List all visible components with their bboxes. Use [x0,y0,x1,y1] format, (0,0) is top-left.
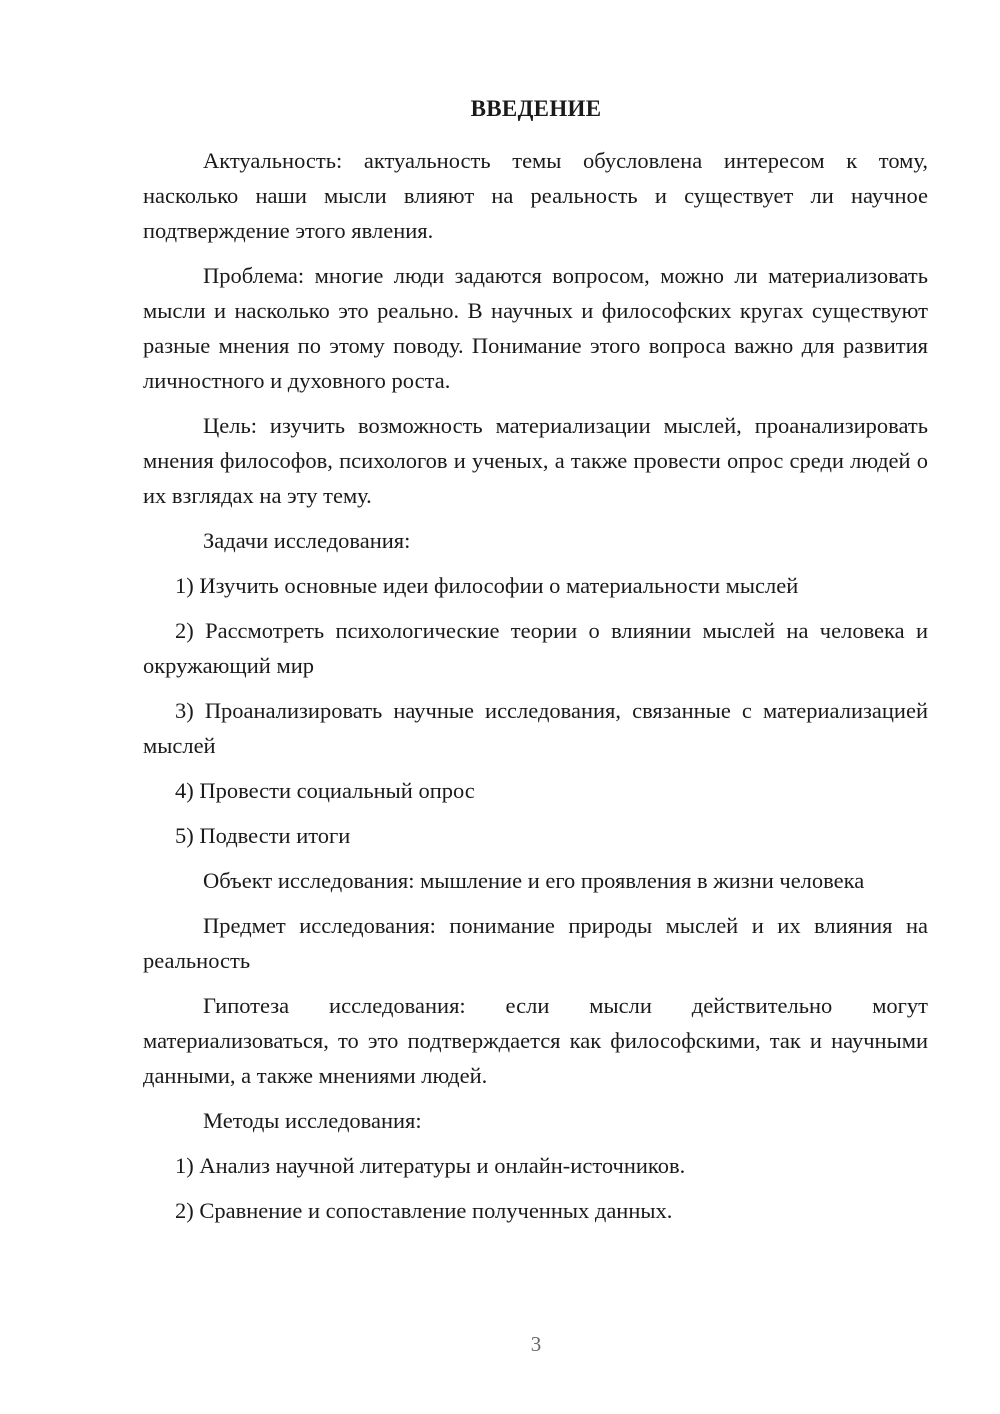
task-item-4: 4) Провести социальный опрос [175,778,475,803]
paragraph-subject: Предмет исследования: понимание природы мыслей и их влияния на реальность [143,913,928,973]
paragraph-relevance: Актуальность: актуальность темы обусловлена интересом к тому, насколько наши мысли влияют на реальность и существует ли научное подтверждение этого явления. [143,148,928,243]
method-item-1: 1) Анализ научной литературы и онлайн-источников. [175,1153,686,1178]
page-title: ВВЕДЕНИЕ [470,96,602,121]
methods-heading: Методы исследования: [203,1108,422,1133]
paragraph-object: Объект исследования: мышление и его проявления в жизни человека [203,868,865,893]
task-item-2: 2) Рассмотреть психологические теории о влиянии мыслей на человека и окружающий мир [143,618,928,678]
paragraph-problem: Проблема: многие люди задаются вопросом, можно ли материализовать мысли и насколько это реально. В научных и философских кругах существуют разные мнения по этому поводу. Понимание этого вопроса важно для развития личностного и духовного роста. [143,263,928,393]
task-item-1: 1) Изучить основные идеи философии о материальности мыслей [175,573,799,598]
page-number: 3 [530,1332,542,1356]
tasks-heading: Задачи исследования: [203,528,411,553]
page-body [143,143,928,1238]
task-item-3: 3) Проанализировать научные исследования, связанные с материализацией мыслей [143,698,928,758]
method-item-2: 2) Сравнение и сопоставление полученных данных. [175,1198,673,1223]
task-item-5: 5) Подвести итоги [175,823,351,848]
paragraph-hypothesis: Гипотеза исследования: если мысли действительно могут материализоваться, то это подтверждается как философскими, так и научными данными, а также мнениями людей. [143,993,928,1088]
paragraph-goal: Цель: изучить возможность материализации мыслей, проанализировать мнения философов, психологов и ученых, а также провести опрос среди людей о их взглядах на эту тему. [143,413,928,508]
